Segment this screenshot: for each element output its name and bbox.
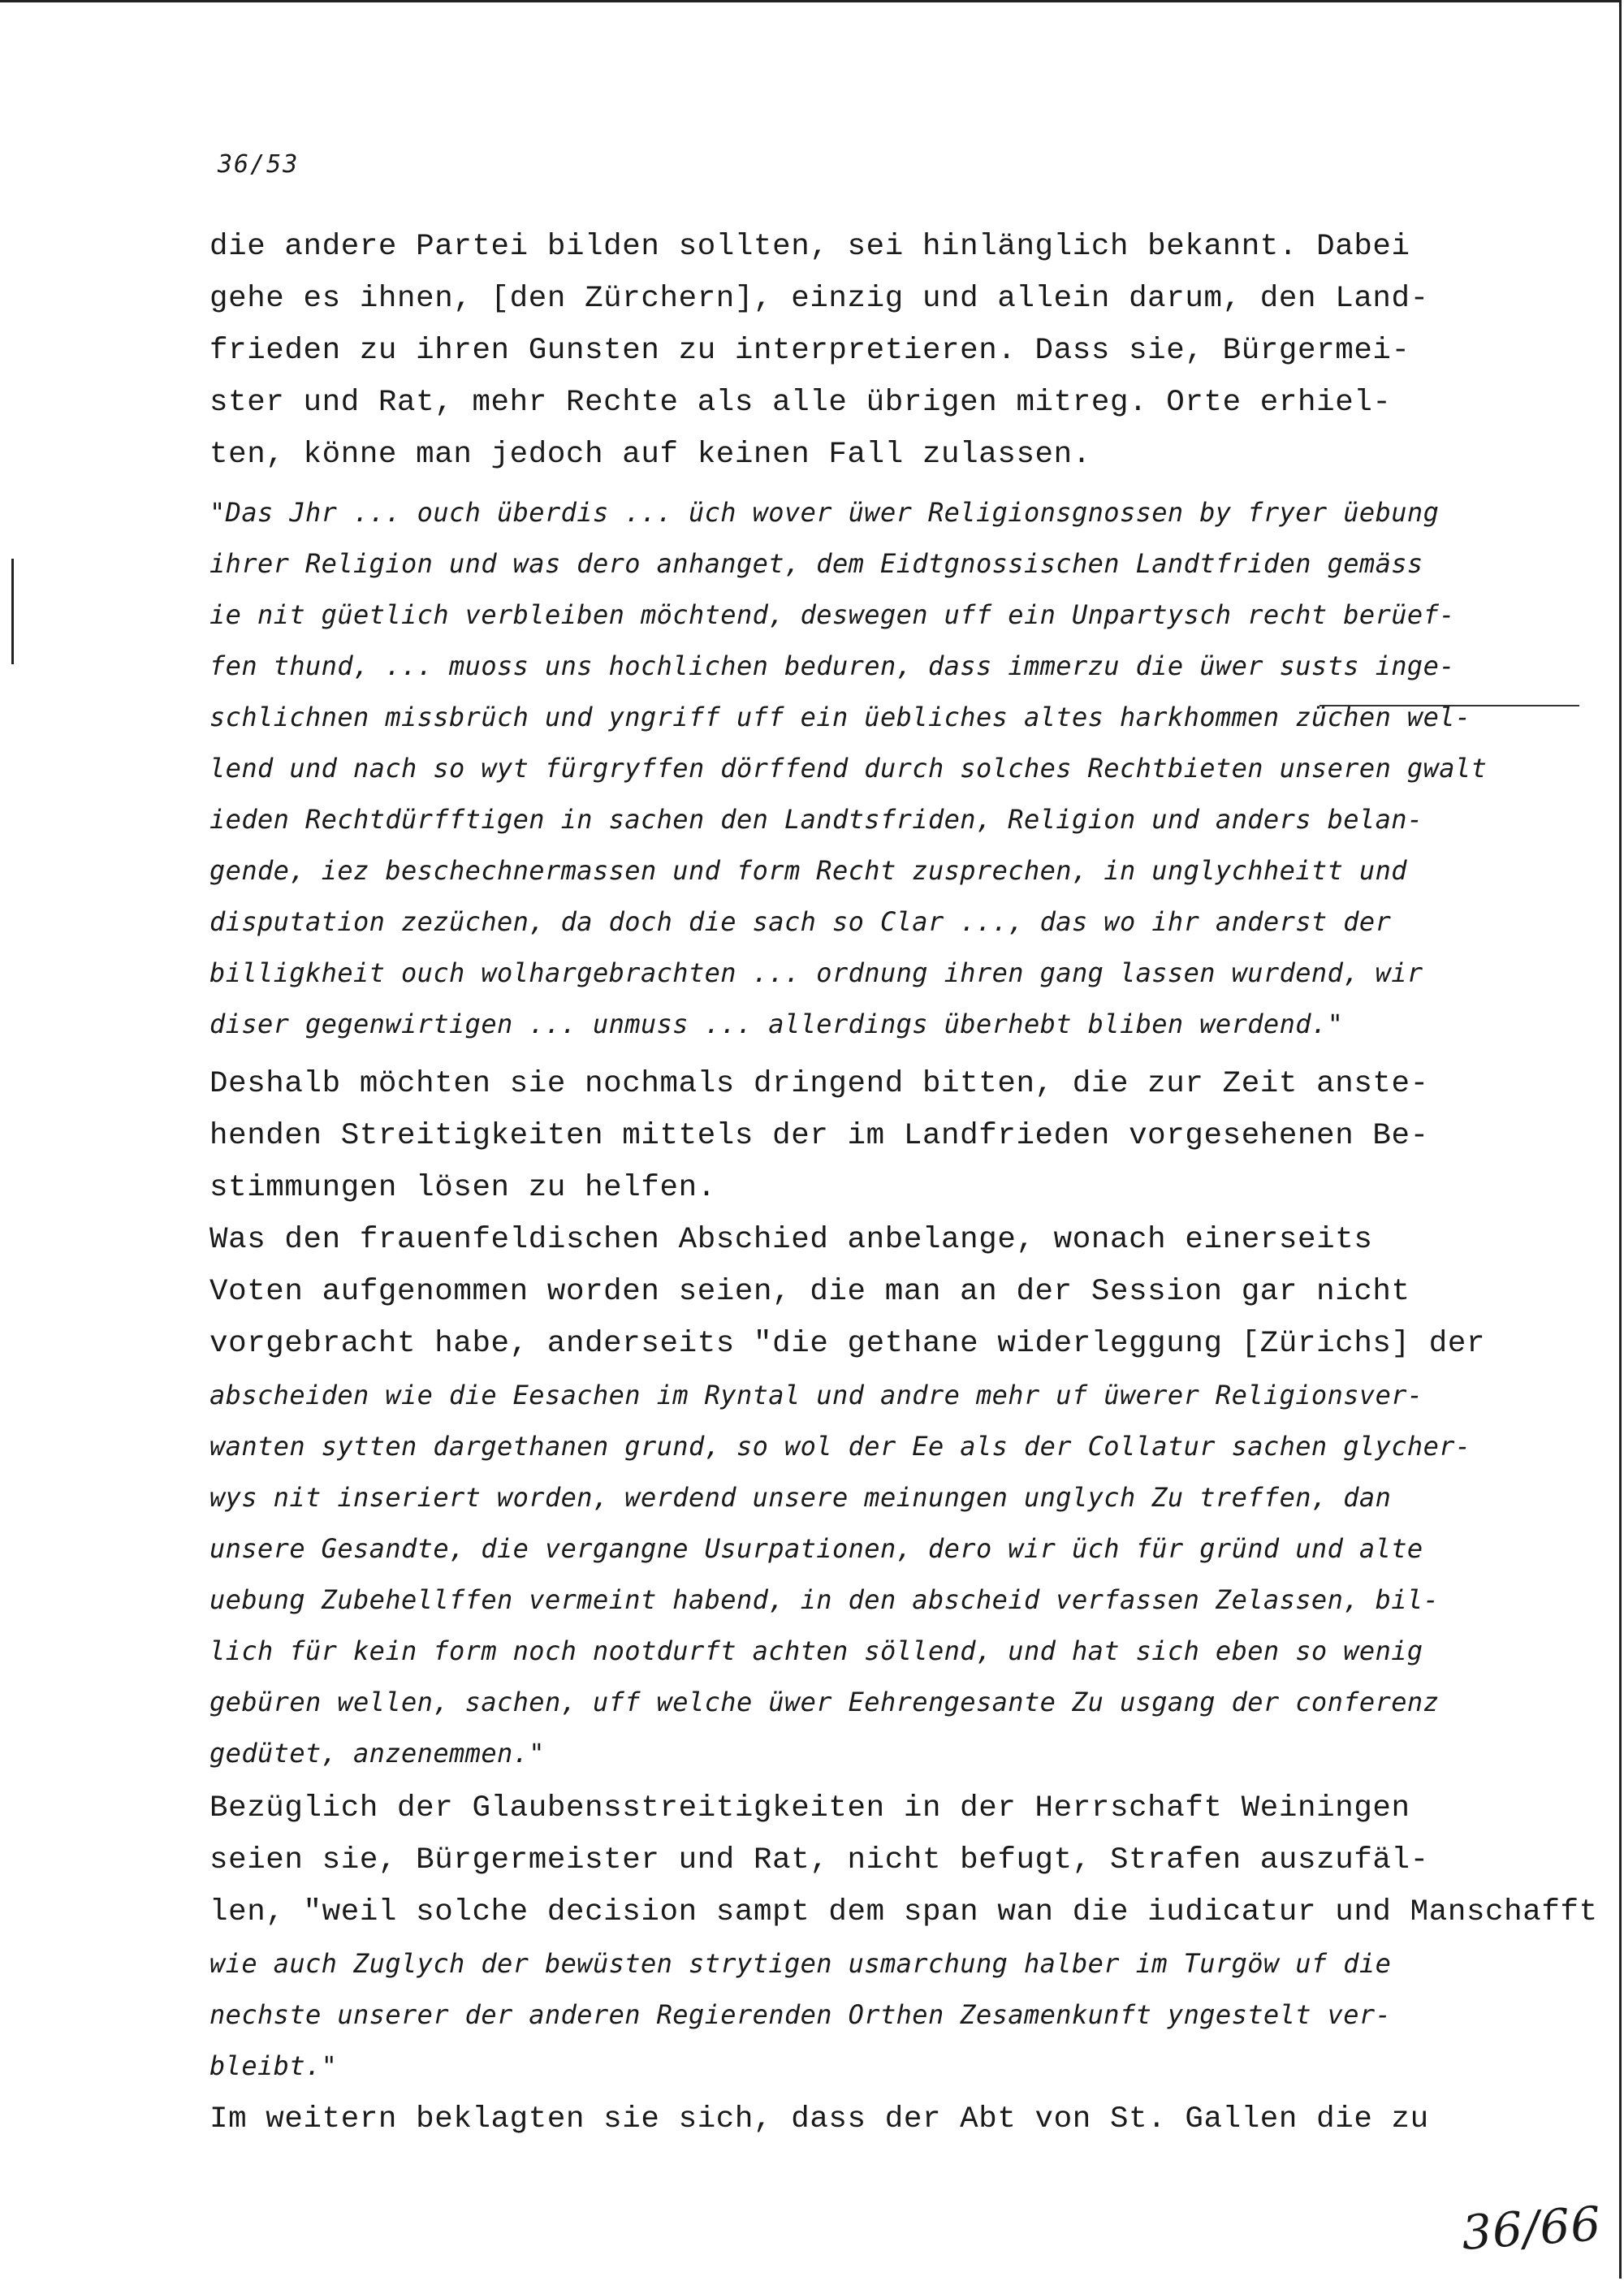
quote-line: ie nit güetlich verbleiben möchtend, deswegen uff ein Unpartysch recht berüef- [209,599,1455,630]
quote-line: ihrer Religion und was dero anhanget, dem Eidtgnossischen Landtfriden gemäss [209,548,1423,579]
quote-line: billigkheit ouch wolhargebrachten ... ordnung ihren gang lassen wurdend, wir [209,957,1423,988]
quote-line: wanten sytten dargethanen grund, so wol der Ee als der Collatur sachen glycher- [209,1431,1471,1462]
text-line: ster und Rat, mehr Rechte als alle übrigen mitreg. Orte erhiel- [209,386,1392,420]
quote-line: lend und nach so wyt fürgryffen dörffend durch solches Rechtbieten unseren gwalt [209,753,1488,784]
margin-bracket [5,559,14,664]
paragraph-intro [209,221,1557,481]
quote-line: uebung Zubehellffen vermeint habend, in den abscheid verfassen Zelassen, bil- [209,1584,1440,1615]
paragraph-request [209,1058,1557,1370]
quote-line: nechste unserer der anderen Regierenden Orthen Zesamenkunft yngestelt ver- [209,1999,1392,2030]
text-line: Deshalb möchten sie nochmals dringend bitten, die zur Zeit anste- [209,1067,1429,1101]
quote-line: "Das Jhr ... ouch überdis ... üch wover üwer Religionsgnossen by fryer üebung [209,497,1440,528]
text-line: Bezüglich der Glaubensstreitigkeiten in der Herrschaft Weiningen [209,1791,1410,1825]
quote-line: diser gegenwirtigen ... unmuss ... allerdings überhebt bliben werdend." [209,1009,1344,1039]
quotation-1 [209,487,1557,1050]
quote-line: gebüren wellen, sachen, uff welche üwer Eehrengesante Zu usgang der conferenz [209,1687,1440,1717]
quote-line: gedütet, anzenemmen." [209,1738,545,1769]
text-line: Voten aufgenommen worden seien, die man an der Session gar nicht [209,1275,1410,1309]
quote-line: disputation zezüchen, da doch die sach so Clar ..., das wo ihr anderst der [209,906,1392,937]
quote-line: bleibt." [209,2050,338,2081]
text-line: vorgebracht habe, anderseits "die gethane widerleggung [Zürichs] der [209,1327,1486,1361]
text-line: ten, könne man jedoch auf keinen Fall zulassen. [209,438,1091,472]
quote-line: fen thund, ... muoss uns hochlichen beduren, dass immerzu die üwer susts inge- [209,650,1455,681]
text-line: len, "weil solche decision sampt dem span wan die iudicatur und Manschafft [209,1895,1598,1929]
quote-line: schlichnen missbrüch und yngriff uff ein üebliches altes harkhommen züchen wel- [209,702,1471,732]
quote-line: gende, iez beschechnermassen und form Recht zusprechen, in unglychheitt und [209,855,1407,886]
text-line: stimmungen lösen zu helfen. [209,1171,716,1205]
text-line: seien sie, Bürgermeister und Rat, nicht befugt, Strafen auszufäl- [209,1843,1429,1877]
text-line: frieden zu ihren Gunsten zu interpretieren. Dass sie, Bürgermei- [209,334,1410,368]
quote-line: ieden Rechtdürfftigen in sachen den Landtsfriden, Religion und anders belan- [209,804,1423,835]
text-line: henden Streitigkeiten mittels der im Landfrieden vorgesehenen Be- [209,1119,1429,1153]
text-line: gehe es ihnen, [den Zürchern], einzig und allein darum, den Land- [209,282,1429,316]
folio-handwritten: 36/66 [1459,2196,1604,2261]
quote-line: abscheiden wie die Eesachen im Ryntal und andre mehr uf üwerer Religionsver- [209,1380,1423,1411]
text-line: die andere Partei bilden sollten, sei hinlänglich bekannt. Dabei [209,230,1410,264]
annotation-rule-line [1320,705,1579,706]
quotation-2 [209,1370,1557,1779]
quote-line: wie auch Zuglych der bewüsten strytigen usmarchung halber im Turgöw uf die [209,1948,1392,1979]
paragraph-abt [209,2093,1557,2145]
page-number: 36/53 [218,150,300,179]
quotation-3 [209,1938,1557,2092]
paragraph-weiningen [209,1782,1598,1938]
text-line: Im weitern beklagten sie sich, dass der Abt von St. Gallen die zu [209,2102,1429,2136]
quote-line: wys nit inseriert worden, werdend unsere meinungen unglych Zu treffen, dan [209,1482,1392,1513]
text-line: Was den frauenfeldischen Abschied anbelange, wonach einerseits [209,1223,1373,1257]
quote-line: unsere Gesandte, die vergangne Usurpationen, dero wir üch für gründ und alte [209,1533,1423,1564]
quote-line: lich für kein form noch nootdurft achten söllend, und hat sich eben so wenig [209,1635,1423,1666]
